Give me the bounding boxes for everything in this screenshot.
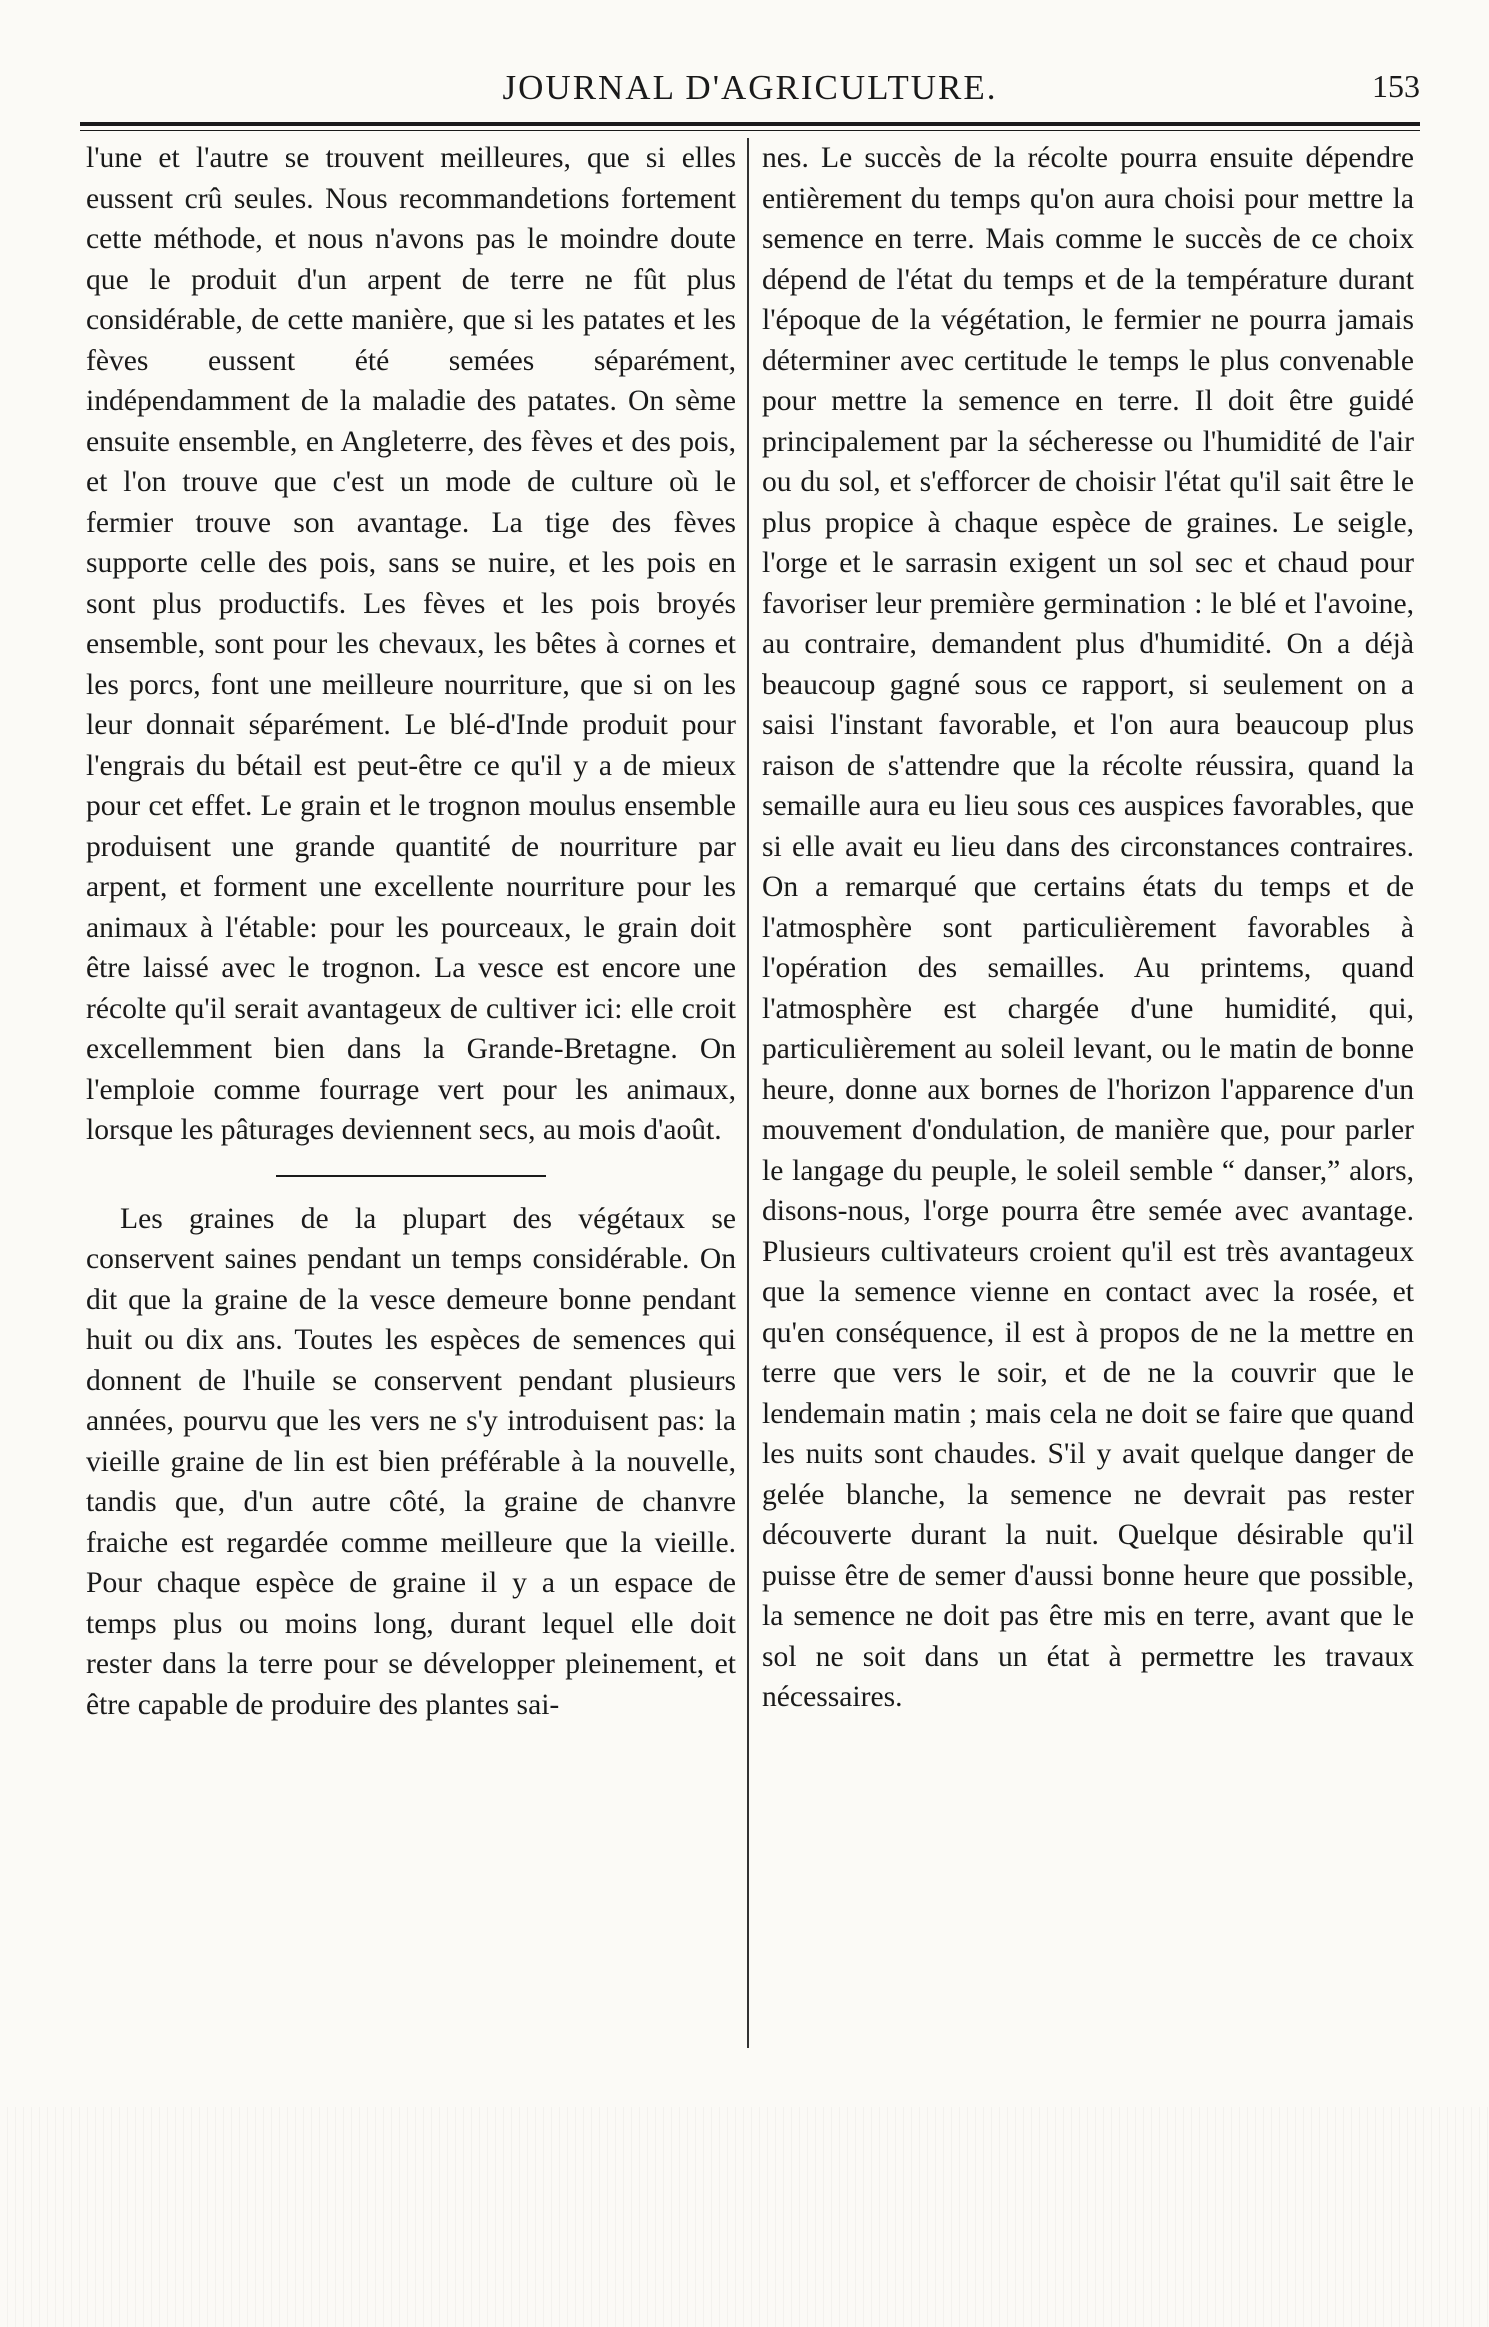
- header-rule-thick: [80, 122, 1420, 126]
- right-column: [762, 138, 1414, 1718]
- right-paragraph-sowing: nes. Le succès de la récolte pourra ensuite dépendre entièrement du temps qu'on aura choisi pour mettre la semence en terre. Mais comme le succès de ce choix dépend de l'état du temps et de la température durant l'époque de la végétation, le fermier ne pourra jamais déterminer avec certitude le temps le plus convenable pour mettre la semence en terre. Il doit être guidé principalement par la sécheresse ou l'humidité de l'air ou du sol, et s'efforcer de choisir l'état qu'il sait être le plus propice à chaque espèce de graines. Le seigle, l'orge et le sarrasin exigent un sol sec et chaud pour favoriser leur première germination : le blé et l'avoine, au contraire, demandent plus d'humidité. On a déjà beaucoup gagné sous ce rapport, si seulement on a saisi l'instant favorable, et l'on aura beaucoup plus raison de s'attendre que la récolte réussira, quand la semaille aura eu lieu sous ces auspices favorables, que si elle avait eu lieu dans des circonstances contraires. On a remarqué que certains états du temps et de l'atmosphère sont particulièrement favorables à l'opération des semailles. Au printems, quand l'atmosphère est chargée d'une humidité, qui, particulièrement au soleil levant, ou le matin de bonne heure, donne aux bornes de l'horizon l'apparence d'un mouvement d'ondulation, de manière que, pour parler le langage du peuple, le soleil semble “ danser,” alors, disons-nous, l'orge pourra être semée avec avantage. Plusieurs cultivateurs croient qu'il est très avantageux que la semence vienne en contact avec la rosée, et qu'en conséquence, il est à propos de ne la mettre en terre que vers le soir, et de ne la couvrir que le lendemain matin ; mais cela ne doit se faire que quand les nuits sont chaudes. S'il y avait quelque danger de gelée blanche, la semence ne devrait pas rester découverte durant la nuit. Quelque désirable qu'il puisse être de semer d'aussi bonne heure que possible, la semence ne doit pas être mis en terre, avant que le sol ne soit dans un état à permettre les travaux nécessaires.: [762, 142, 1414, 1713]
- left-paragraph-seeds: Les graines de la plupart des végétaux se conservent saines pendant un temps considérable. On dit que la graine de la vesce demeure bonne pendant huit ou dix ans. Toutes les espèces de semences qui donnent de l'huile se conservent pendant plusieurs années, pourvu que les vers ne s'y introduisent pas: la vieille graine de lin est bien préférable à la nouvelle, tandis que, d'un autre côté, la graine de chanvre fraiche est regardée comme meilleure que la vieille. Pour chaque espèce de graine il y a un espace de temps plus ou moins long, durant lequel elle doit rester dans la terre pour se développer pleinement, et être capable de produire des plantes sai-: [86, 1202, 736, 1721]
- header-rule-thin: [80, 130, 1420, 131]
- column-divider: [747, 138, 749, 2048]
- running-title: JOURNAL D'AGRICULTURE.: [502, 68, 998, 107]
- section-separator: [276, 1175, 546, 1177]
- left-paragraph-continued: l'une et l'autre se trouvent meilleures, que si elles eussent crû seules. Nous recommandetions fortement cette méthode, et nous n'avons pas le moindre doute que le produit d'un arpent de terre ne fût plus considérable, de cette manière, que si les patates et les fèves eussent été semées séparément, indépendamment de la maladie des patates. On sème ensuite ensemble, en Angleterre, des fèves et des pois, et l'on trouve que c'est un mode de culture où le fermier trouve son avantage. La tige des fèves supporte celle des pois, sans se nuire, et les pois en sont plus productifs. Les fèves et les pois broyés ensemble, sont pour les chevaux, les bêtes à cornes et les porcs, font une meilleure nourriture, que si on les leur donnait séparément. Le blé-d'Inde produit pour l'engrais du bétail est peut-être ce qu'il y a de mieux pour cet effet. Le grain et le trognon moulus ensemble produisent une grande quantité de nourriture par arpent, et forment une excellente nourriture pour les animaux à l'étable: pour les pourceaux, le grain doit être laissé avec le trognon. La vesce est encore une récolte qu'il serait avantageux de cultiver ici: elle croit excellemment bien dans la Grande-Bretagne. On l'emploie comme fourrage vert pour les animaux, lorsque les pâturages deviennent secs, au mois d'août.: [86, 142, 736, 1146]
- left-column: [86, 138, 736, 1725]
- page-header: [80, 64, 1420, 114]
- page-number: 153: [1372, 68, 1420, 104]
- paper-texture: [0, 2107, 1489, 2327]
